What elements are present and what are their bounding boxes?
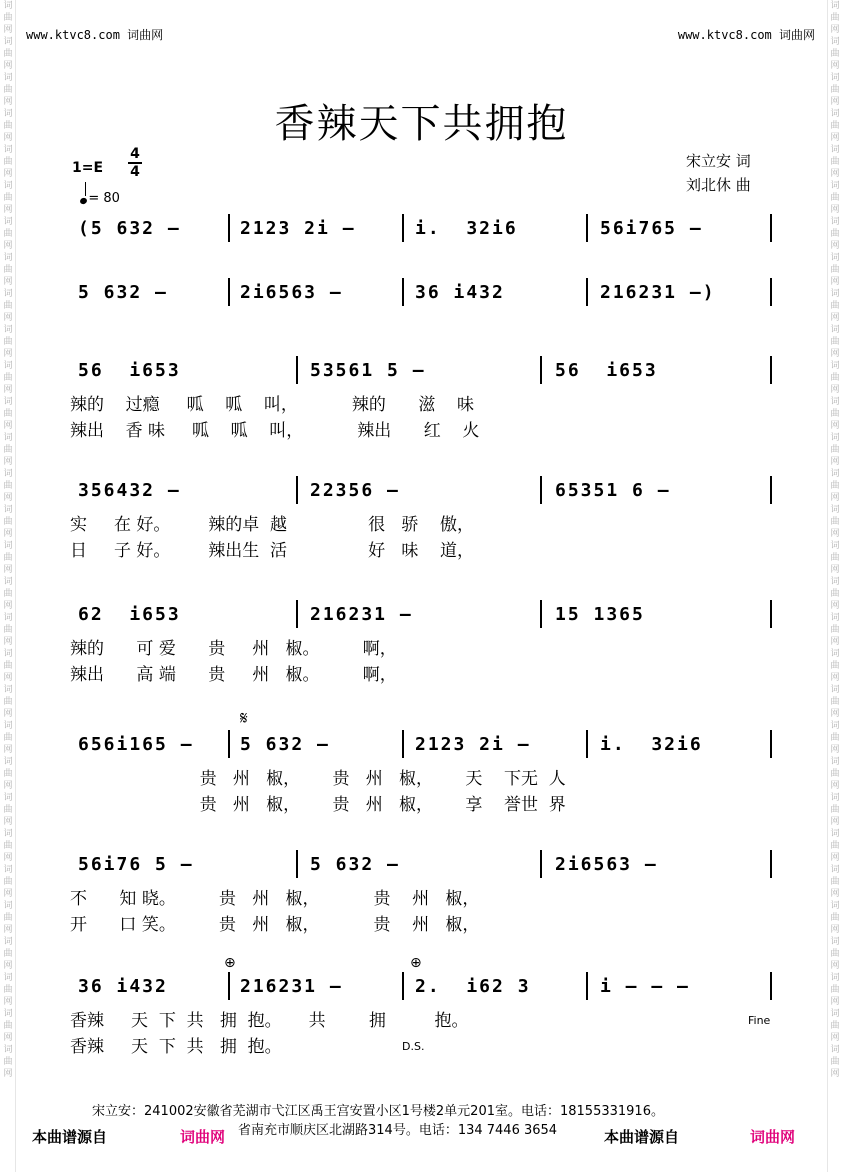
lyric-line: 贵 州 椒， 贵 州 椒， 天 下无 人 xyxy=(70,769,566,789)
bar-line xyxy=(228,214,230,242)
measure-notes: 36 i432 xyxy=(78,976,168,997)
bar-line xyxy=(402,278,404,306)
quarter-note-icon xyxy=(79,197,88,205)
measure-notes: 15 1365 xyxy=(555,604,645,625)
measure-notes: 656i165 – xyxy=(78,734,194,755)
measure-notes: 5 632 – xyxy=(310,854,400,875)
tempo-value: = 80 xyxy=(88,191,120,206)
source-label-right: 本曲谱源自 xyxy=(604,1128,680,1146)
time-signature xyxy=(128,146,142,180)
measure-notes: i. 32i6 xyxy=(415,218,518,239)
bar-line xyxy=(770,278,772,306)
measure-notes: 2123 2i – xyxy=(415,734,531,755)
side-watermark-left: 词曲网词曲网词曲网词曲网词曲网词曲网词曲网词曲网词曲网词曲网词曲网词曲网词曲网词曲网词曲网词曲网词曲网词曲网词曲网词曲网词曲网词曲网词曲网词曲网词曲网词曲网词曲网词曲网词曲网词曲网 xyxy=(1,0,16,1172)
coda-symbol-1: ⊕ xyxy=(224,955,236,971)
measure-notes: 2i6563 – xyxy=(240,282,343,303)
measure-notes: 56 i653 xyxy=(78,360,181,381)
measure-notes: 36 i432 xyxy=(415,282,505,303)
measure-notes: 2i6563 – xyxy=(555,854,658,875)
ds-mark: D.S. xyxy=(402,1040,425,1053)
measure-notes: 22356 – xyxy=(310,480,400,501)
lyric-line: 香辣 天 下 共 拥 抱。 xyxy=(70,1037,282,1057)
bar-line xyxy=(770,972,772,1000)
lyric-line: 实 在 好。 辣的卓 越 很 骄 傲， xyxy=(70,515,474,535)
bar-line xyxy=(296,850,298,878)
measure-notes: 216231 –) xyxy=(600,282,716,303)
measure-notes: 2. i62 3 xyxy=(415,976,531,997)
lyric-line: 开 口 笑。 贵 州 椒， 贵 州 椒， xyxy=(70,915,480,935)
lyric-line: 辣出 香 味 呱 呱 叫， 辣出 红 火 xyxy=(70,421,480,441)
bar-line xyxy=(228,730,230,758)
brand-link-left[interactable]: 词曲网 xyxy=(180,1128,226,1146)
measure-notes: 56 i653 xyxy=(555,360,658,381)
side-watermark-right: 词曲网词曲网词曲网词曲网词曲网词曲网词曲网词曲网词曲网词曲网词曲网词曲网词曲网词曲网词曲网词曲网词曲网词曲网词曲网词曲网词曲网词曲网词曲网词曲网词曲网词曲网词曲网词曲网词曲网词曲网 xyxy=(827,0,842,1172)
measure-notes: 216231 – xyxy=(240,976,343,997)
lyric-line: 日 子 好。 辣出生 活 好 味 道， xyxy=(70,541,474,561)
bar-line xyxy=(540,476,542,504)
lyric-line: 贵 州 椒， 贵 州 椒， 享 誉世 界 xyxy=(70,795,566,815)
lyric-line: 不 知 晓。 贵 州 椒， 贵 州 椒， xyxy=(70,889,480,909)
measure-notes: 2123 2i – xyxy=(240,218,356,239)
bar-line xyxy=(586,730,588,758)
tempo-mark xyxy=(80,188,120,206)
segno-symbol: 𝄋 xyxy=(240,708,248,729)
measure-notes: i. 32i6 xyxy=(600,734,703,755)
bar-line xyxy=(770,214,772,242)
composer-credit: 刘北休 曲 xyxy=(686,176,751,194)
bar-line xyxy=(770,850,772,878)
bar-line xyxy=(402,214,404,242)
measure-notes: 62 i653 xyxy=(78,604,181,625)
bar-line xyxy=(402,972,404,1000)
lyric-line: 辣的 可 爱 贵 州 椒。 啊， xyxy=(70,639,397,659)
measure-notes: i – – – xyxy=(600,976,690,997)
bar-line xyxy=(586,214,588,242)
bar-line xyxy=(296,600,298,628)
brand-link-right[interactable]: 词曲网 xyxy=(750,1128,796,1146)
bar-line xyxy=(770,476,772,504)
bar-line xyxy=(540,356,542,384)
measure-notes: 65351 6 – xyxy=(555,480,671,501)
bar-line xyxy=(402,730,404,758)
footer-address-1: 宋立安：241002安徽省芜湖市弋江区禹王宫安置小区1号楼2单元201室。电话：18155331916。 xyxy=(92,1104,664,1119)
key-signature: 1=E xyxy=(72,160,104,176)
measure-notes: 56i76 5 – xyxy=(78,854,194,875)
measure-notes: 53561 5 – xyxy=(310,360,426,381)
fine-mark: Fine xyxy=(748,1014,771,1027)
bar-line xyxy=(296,356,298,384)
site-link-right[interactable]: www.ktvc8.com 词曲网 xyxy=(677,28,815,42)
time-bottom: 4 xyxy=(130,164,140,180)
bar-line xyxy=(770,600,772,628)
bar-line xyxy=(540,850,542,878)
bar-line xyxy=(540,600,542,628)
bar-line xyxy=(770,730,772,758)
source-label-left: 本曲谱源自 xyxy=(32,1128,108,1146)
lyricist-credit: 宋立安 词 xyxy=(686,152,751,170)
lyric-line: 辣的 过瘾 呱 呱 叫， 辣的 滋 味 xyxy=(70,395,474,415)
measure-notes: 5 632 – xyxy=(78,282,168,303)
bar-line xyxy=(296,476,298,504)
lyric-line: 香辣 天 下 共 拥 抱。 共 拥 抱。 xyxy=(70,1011,469,1031)
measure-notes: 5 632 – xyxy=(240,734,330,755)
measure-notes: 356432 – xyxy=(78,480,181,501)
site-link-left[interactable]: www.ktvc8.com 词曲网 xyxy=(26,28,164,42)
measure-notes: (5 632 – xyxy=(78,218,181,239)
lyric-line: 辣出 高 端 贵 州 椒。 啊， xyxy=(70,665,397,685)
time-top: 4 xyxy=(130,146,140,162)
song-title: 香辣天下共拥抱 xyxy=(274,101,569,147)
bar-line xyxy=(228,972,230,1000)
bar-line xyxy=(770,356,772,384)
bar-line xyxy=(586,278,588,306)
bar-line xyxy=(586,972,588,1000)
bar-line xyxy=(228,278,230,306)
measure-notes: 56i765 – xyxy=(600,218,703,239)
measure-notes: 216231 – xyxy=(310,604,413,625)
coda-symbol-2: ⊕ xyxy=(410,955,422,971)
footer-address-2: 省南充市顺庆区北湖路314号。电话：134 7446 3654 xyxy=(238,1123,558,1138)
